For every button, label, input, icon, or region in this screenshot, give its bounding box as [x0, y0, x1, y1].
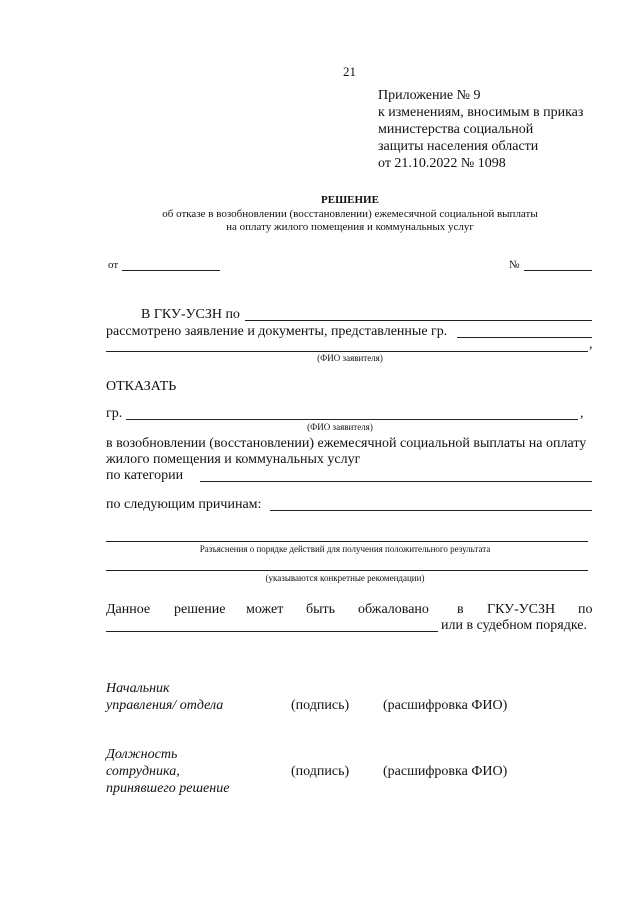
clarification-caption: Разъяснения о порядке действий для получения положительного результата — [199, 544, 491, 554]
appeal-field[interactable] — [106, 631, 438, 632]
comma: , — [589, 337, 593, 352]
signatory-title: управления/ отдела — [106, 698, 224, 713]
reasons-field[interactable] — [270, 510, 592, 511]
appendix-title: Приложение № 9 — [378, 88, 481, 103]
signature-placeholder: (подпись) — [291, 698, 350, 713]
appeal-word: может — [246, 602, 284, 617]
document-title: РЕШЕНИЕ — [321, 194, 379, 206]
number-label: № — [509, 259, 520, 271]
signatory-title: сотрудника, — [106, 764, 180, 779]
appeal-word: по — [578, 602, 593, 617]
name-placeholder: (расшифровка ФИО) — [383, 764, 508, 779]
date-label: от — [108, 259, 119, 271]
appendix-line: министерства социальной — [378, 122, 534, 137]
appeal-end: или в судебном порядке. — [441, 618, 587, 633]
signatory-title: Должность — [106, 747, 178, 762]
citizen-field[interactable] — [126, 419, 578, 420]
considered-text: рассмотрено заявление и документы, представленные гр. — [106, 324, 448, 339]
reasons-label: по следующим причинам: — [106, 497, 262, 512]
clarification-field[interactable] — [106, 541, 588, 542]
fio-caption: (ФИО заявителя) — [307, 422, 373, 432]
appendix-line: защиты населения области — [378, 139, 539, 154]
fio-caption: (ФИО заявителя) — [317, 353, 383, 363]
appeal-word: Данное — [106, 602, 151, 617]
gr-label: гр. — [106, 406, 123, 421]
date-field[interactable] — [122, 270, 220, 271]
appeal-word: решение — [174, 602, 226, 617]
signatory-title: принявшего решение — [106, 781, 230, 796]
recommendations-caption: (указываются конкретные рекомендации) — [265, 573, 425, 583]
page-number: 21 — [343, 64, 356, 79]
document-subtitle: об отказе в возобновлении (восстановлении) ежемесячной социальной выплаты — [162, 208, 538, 220]
applicant-field[interactable] — [106, 351, 588, 352]
gku-prefix: В ГКУ-УСЗН по — [141, 307, 240, 322]
appendix-line: к изменениям, вносимым в приказ — [378, 105, 584, 120]
document-subtitle: на оплату жилого помещения и коммунальных услуг — [226, 221, 474, 233]
resumption-text: в возобновлении (восстановлении) ежемесячной социальной выплаты на оплату — [106, 436, 587, 451]
category-field[interactable] — [200, 481, 592, 482]
appeal-word: в — [457, 602, 464, 617]
recommendations-field[interactable] — [106, 570, 588, 571]
appeal-word: обжаловано — [358, 602, 429, 617]
appeal-word: быть — [306, 602, 336, 617]
applicant-field-start[interactable] — [457, 337, 592, 338]
gku-field[interactable] — [245, 320, 592, 321]
appendix-order-date: от 21.10.2022 № 1098 — [378, 156, 506, 171]
name-placeholder: (расшифровка ФИО) — [383, 698, 508, 713]
comma: , — [580, 406, 584, 421]
refuse-heading: ОТКАЗАТЬ — [106, 379, 177, 394]
signature-placeholder: (подпись) — [291, 764, 350, 779]
category-label: по категории — [106, 468, 184, 483]
resumption-text: жилого помещения и коммунальных услуг — [106, 452, 361, 467]
number-field[interactable] — [524, 270, 592, 271]
signatory-title: Начальник — [106, 681, 170, 696]
appeal-word: ГКУ-УСЗН — [487, 602, 556, 617]
